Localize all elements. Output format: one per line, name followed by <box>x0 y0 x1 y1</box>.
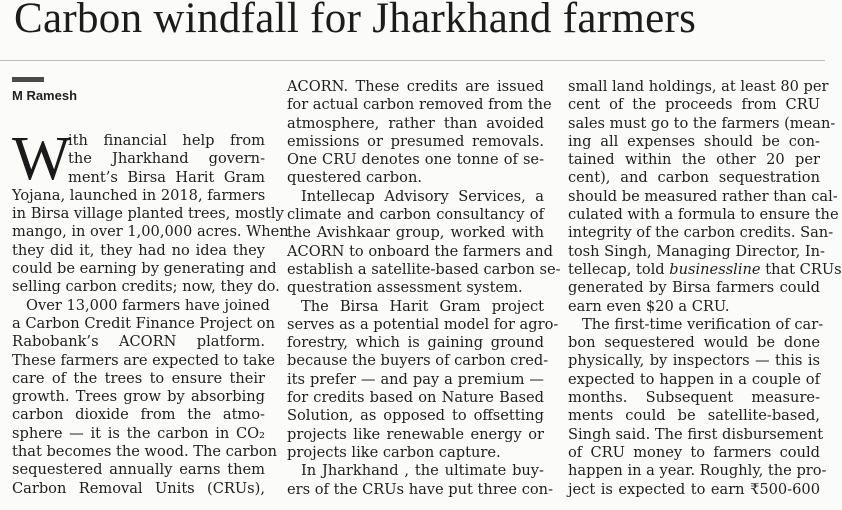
text-line: expected to happen in a couple of <box>568 370 820 388</box>
text-line: tellecap, told businessline that CRUs <box>568 260 842 278</box>
text-line: ment’s Birsa Harit Gram <box>68 168 265 186</box>
text-line: One CRU denotes one tonne of se- <box>287 151 544 169</box>
text-line: climate and carbon consultancy of <box>287 206 544 224</box>
text-line: Carbon Removal Units (CRUs), <box>12 479 265 497</box>
article-column-1 <box>12 125 289 498</box>
text-line: sequestered annually earns them <box>12 461 265 479</box>
text-line: for actual carbon removed from the <box>287 96 552 114</box>
text-line: ith financial help from <box>68 132 265 149</box>
headline: Carbon windfall for Jharkhand farmers <box>14 0 697 42</box>
text-line: serves as a potential model for agro- <box>287 315 559 333</box>
text-line: could be earning by generating and <box>12 260 277 278</box>
text-line: emissions or presumed removals. <box>287 132 544 150</box>
text-line: tained within the other 20 per <box>568 151 820 169</box>
text-line: ACORN to onboard the farmers and <box>287 242 553 260</box>
text-line: ject is expected to earn ₹500-600 <box>568 480 820 498</box>
headline-divider <box>0 60 825 61</box>
text-line: generated by Birsa farmers could <box>568 279 820 297</box>
text-line: tosh Singh, Managing Director, In- <box>568 242 825 260</box>
publication-name: businessline <box>669 260 761 278</box>
text-line: cent of the proceeds from CRU <box>568 96 820 114</box>
text-line: care of the trees to ensure their <box>12 369 265 387</box>
text-line: culated with a formula to ensure the <box>568 206 839 224</box>
text-line: sales must go to the farmers (mean- <box>568 114 836 132</box>
text-line: These farmers are expected to take <box>12 351 275 369</box>
text-line: Over 13,000 farmers have joined <box>26 296 270 314</box>
text-line: integrity of the carbon credits. San- <box>568 224 834 242</box>
text-line: forestry, which is gaining ground <box>287 334 544 352</box>
text-line: In Jharkhand , the ultimate buy- <box>301 462 544 480</box>
text-line: projects like carbon capture. <box>287 443 501 461</box>
text-line: they did it, they had no idea they <box>12 241 265 259</box>
drop-cap: W <box>12 125 71 193</box>
text-line: carbon dioxide from the atmo- <box>12 406 265 424</box>
text-line: in Birsa village planted trees, mostly <box>12 205 284 223</box>
byline-accent-bar <box>12 77 44 82</box>
article-column-3 <box>568 78 842 499</box>
text-line: Intellecap Advisory Services, a <box>301 187 544 205</box>
text-line: a Carbon Credit Finance Project on <box>12 314 275 332</box>
text-line: Rabobank’s ACORN platform. <box>12 333 265 351</box>
text-line: cent), and carbon sequestration <box>568 169 820 187</box>
text-line: The first-time verification of car- <box>582 315 824 333</box>
text-line: growth. Trees grow by absorbing <box>12 388 265 406</box>
text-line: ACORN. These credits are issued <box>287 78 544 95</box>
text-line: that becomes the wood. The carbon <box>12 443 278 461</box>
text-line: small land holdings, at least 80 per <box>568 78 829 95</box>
text-line: questration assessment system. <box>287 279 523 297</box>
text-line: sphere — it is the carbon in CO₂ <box>12 424 265 442</box>
text-line: earn even $20 a CRU. <box>568 297 730 315</box>
text-line: physically, by inspectors — this is <box>568 352 820 370</box>
text-line: the Avishkaar group, worked with <box>287 224 544 242</box>
text-line: selling carbon credits; now, they do. <box>12 278 280 296</box>
text-line: of CRU money to farmers could <box>568 443 820 461</box>
text-line: mango, in over 1,00,000 acres. When <box>12 223 289 241</box>
text-line: happen in a year. Roughly, the pro- <box>568 462 827 480</box>
text-line: bon sequestered would be done <box>568 334 820 352</box>
text-line: because the buyers of carbon cred- <box>287 352 549 370</box>
text-line: establish a satellite-based carbon se- <box>287 260 561 278</box>
text-line: months. Subsequent measure- <box>568 389 820 407</box>
text-line: questered carbon. <box>287 169 422 187</box>
text-line: its prefer — and pay a premium — <box>287 370 544 388</box>
text-line: ments could be satellite-based, <box>568 407 820 425</box>
text-line: for credits based on Nature Based <box>287 389 544 407</box>
text-line: atmosphere, rather than avoided <box>287 114 544 132</box>
article-column-2 <box>287 78 561 499</box>
text-line: ers of the CRUs have put three con- <box>287 480 553 498</box>
byline: M Ramesh <box>12 88 78 103</box>
text-line: ing all expenses should be con- <box>568 132 820 150</box>
text-line: Yojana, launched in 2018, farmers <box>12 186 266 204</box>
text-line: projects like renewable energy or <box>287 425 544 443</box>
text-line: should be measured rather than cal- <box>568 187 838 205</box>
text-line: Solution, as opposed to offsetting <box>287 407 544 425</box>
text-line: The Birsa Harit Gram project <box>301 297 544 315</box>
text-line: Singh said. The first disbursement <box>568 425 824 443</box>
text-line: the Jharkhand govern- <box>68 150 265 168</box>
